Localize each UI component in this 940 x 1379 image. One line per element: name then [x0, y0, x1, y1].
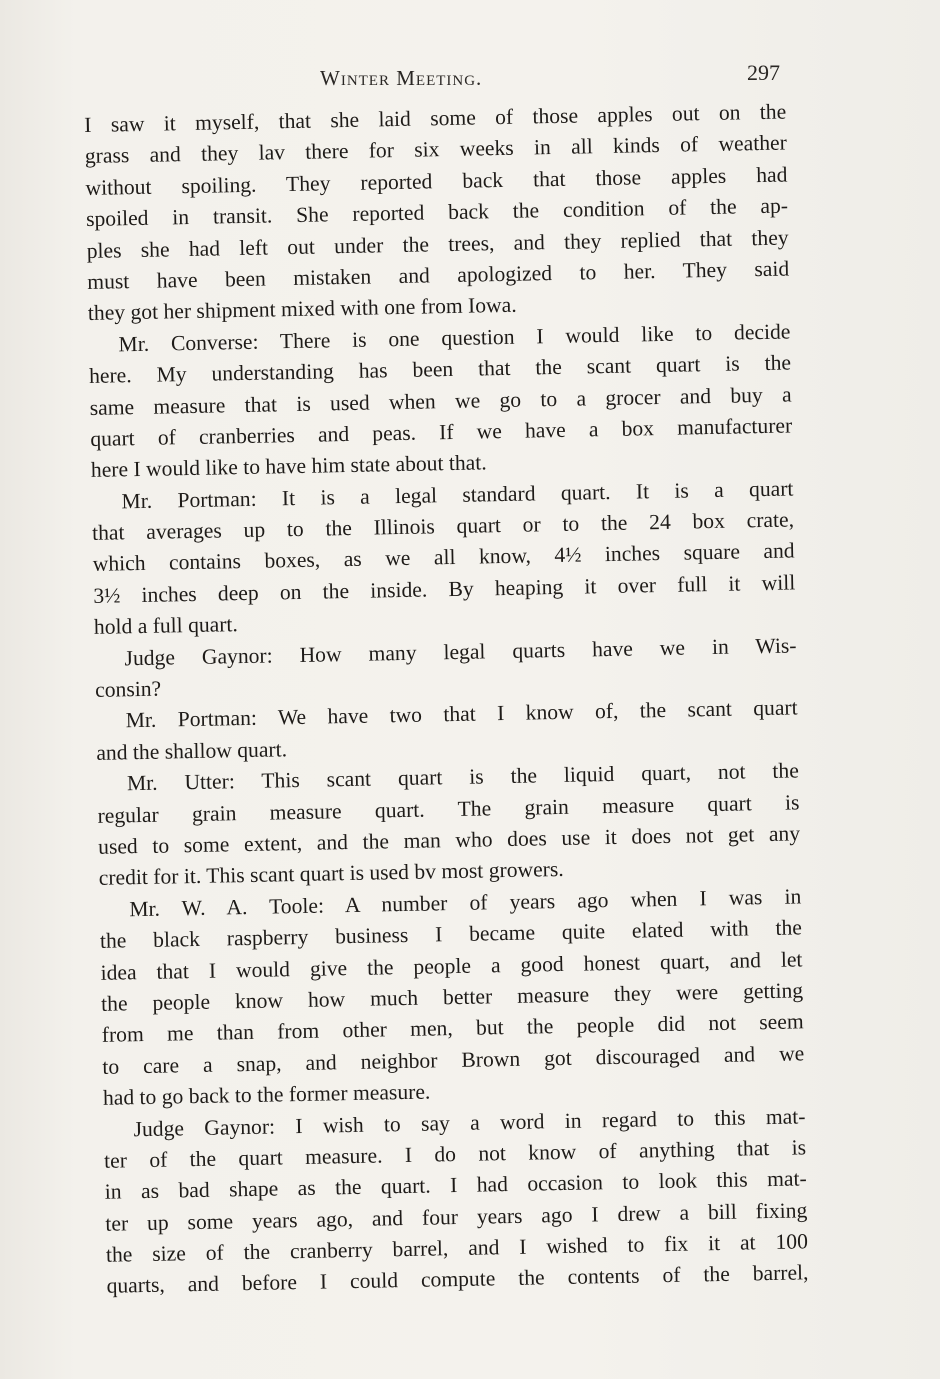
text-line: Mr. W. A. Toole: A number of years ago when I was in	[129, 884, 802, 922]
text-line: spoiled in transit. She reported back the condition of the ap-	[85, 193, 789, 232]
text-line: grass and they lav there for six weeks in all kinds of weather	[84, 130, 787, 169]
text-line: Mr. Portman: We have two that I know of, the scant quart	[125, 695, 798, 733]
text-line: same measure that is used when we go to a grocer and buy a	[89, 381, 792, 420]
text-line: hold a full quart.	[93, 612, 239, 640]
text-line: that averages up to the Illinois quart or to the 24 box crate,	[91, 507, 795, 545]
text-line: 3½ inches deep on the inside. By heaping it over full it will	[93, 570, 796, 608]
text-line: Mr. Portman: It is a legal standard quart. It is a quart	[121, 476, 794, 514]
text-line: here I would like to have him state about that.	[90, 450, 487, 483]
text-line: had to go back to the former measure.	[102, 1079, 431, 1110]
running-head: Winter Meeting.	[320, 66, 483, 90]
text-line: ter of the quart measure. I do not know of anything that is	[103, 1135, 807, 1173]
text-line: must have been mistaken and apologized to her. They said	[87, 256, 790, 294]
text-line: here. My understanding has been that the scant quart is the	[88, 350, 792, 389]
text-line: credit for it. This scant quart is used bv most growers.	[98, 857, 564, 891]
text-line: they got her shipment mixed with one from Iowa.	[87, 293, 517, 326]
text-line: ter up some years ago, and four years ago I drew a bill fixing	[105, 1197, 808, 1236]
text-line: quart of cranberries and peas. If we have a box manufacturer	[90, 413, 793, 451]
text-line: without spoiling. They reported back that those apples had	[85, 162, 788, 200]
text-line: the people know how much better measure they were getting	[100, 978, 804, 1016]
text-line: quarts, and before I could compute the contents of the barrel,	[106, 1260, 809, 1299]
text-line: to care a snap, and neighbor Brown got discouraged and we	[102, 1041, 805, 1079]
text-line: in as bad shape as the quart. I had occasion to look this mat-	[104, 1166, 807, 1205]
text-line: Mr. Converse: There is one question I would like to decide	[118, 319, 791, 357]
page-number: 297	[747, 60, 780, 85]
text-line: used to some extent, and the man who does use it does not get any	[97, 821, 801, 859]
text-line: the size of the cranberry barrel, and I wished to fix it at 100	[105, 1229, 809, 1267]
text-line: Judge Gaynor: How many legal quarts have we in Wis-	[124, 633, 797, 670]
text-line: regular grain measure quart. The grain measure quart is	[97, 789, 800, 828]
text-line: Mr. Utter: This scant quart is the liquid quart, not the	[126, 758, 800, 796]
text-line: from me than from other men, but the people did not seem	[101, 1009, 804, 1048]
text-line: ples she had left out under the trees, and they replied that they	[86, 225, 789, 263]
text-line: and the shallow quart.	[96, 737, 288, 765]
page-header	[80, 56, 780, 96]
text-line: Judge Gaynor: I wish to say a word in regard to this mat-	[133, 1103, 806, 1141]
text-line: idea that I would give the people a good honest quart, and let	[100, 946, 803, 985]
body-text	[84, 97, 809, 1303]
text-line: consin?	[94, 676, 162, 702]
text-line: I saw it myself, that she laid some of those apples out on the	[84, 99, 787, 137]
text-line: which contains boxes, as we all know, 4½ inches square and	[92, 538, 795, 577]
text-line: the black raspberry business I became quite elated with the	[99, 915, 803, 954]
